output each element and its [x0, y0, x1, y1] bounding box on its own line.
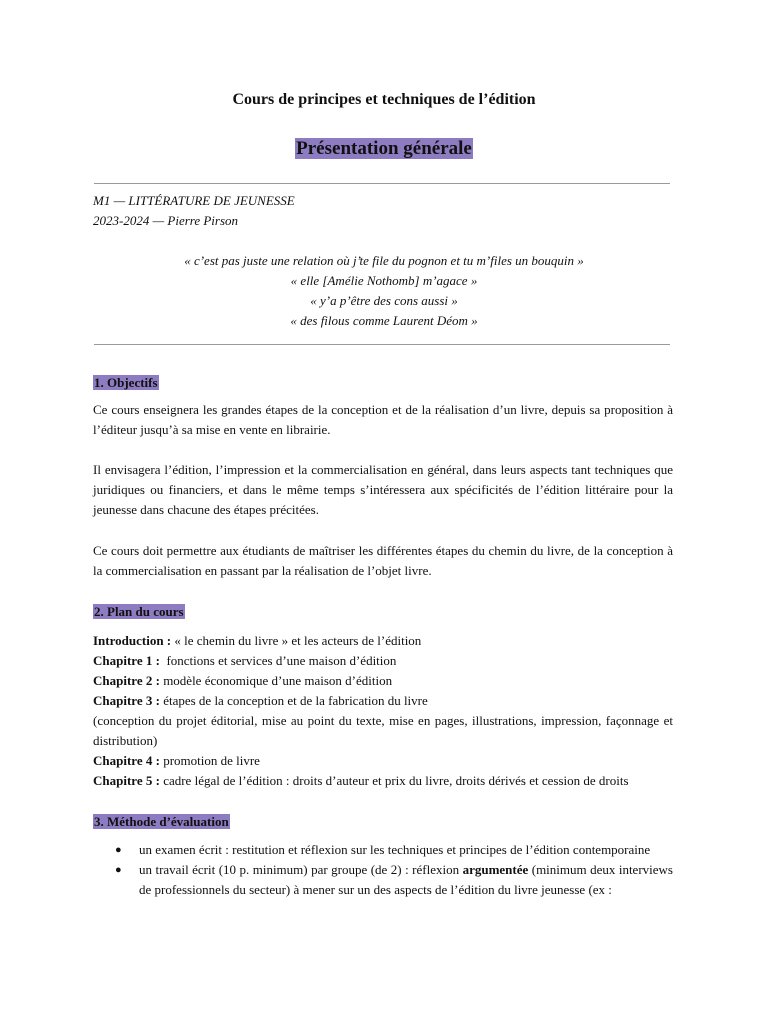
plan-item-label: Chapitre 5 :	[93, 773, 160, 788]
list-item-text: un travail écrit (10 p. minimum) par groupe (de 2) : réflexion	[139, 862, 463, 877]
plan-item-label: Introduction :	[93, 633, 172, 648]
plan-item-chapter-1	[93, 651, 673, 671]
list-item	[93, 840, 673, 860]
year-author-label: 2023-2024 — Pierre Pirson	[93, 213, 239, 228]
plan-item-label: Chapitre 4 :	[93, 753, 160, 768]
plan-item-text: modèle économique d’une maison d’édition	[159, 673, 393, 688]
quote-line: « elle [Amélie Nothomb] m’agace »	[290, 273, 478, 288]
section-heading-label: 2. Plan du cours	[94, 604, 184, 619]
section-heading-evaluation	[93, 812, 230, 832]
quote-line: « c’est pas juste une relation où j’te file du pognon et tu m’files un bouquin »	[184, 253, 584, 268]
list-item-text: (minimum deux interviews de professionnels du secteur) à mener sur un des aspects de l’édition du livre jeunesse (ex :	[139, 862, 673, 897]
document-title: Cours de principes et techniques de l’édition	[232, 91, 536, 108]
bullet-icon: ●	[115, 864, 122, 876]
plan-item-text: promotion de livre	[159, 753, 260, 768]
section-heading-plan	[93, 602, 185, 622]
divider-top	[94, 183, 670, 184]
plan-item-text: étapes de la conception et de la fabrication du livre	[159, 693, 428, 708]
plan-item-label: Chapitre 1 :	[93, 653, 160, 668]
plan-item-chapter-4	[93, 751, 673, 771]
plan-item-label: Chapitre 2 :	[93, 673, 160, 688]
program-label: M1 — LITTÉRATURE DE JEUNESSE	[93, 193, 295, 208]
plan-item-introduction	[93, 631, 673, 651]
divider-bottom	[94, 344, 670, 345]
document-subtitle: Présentation générale	[296, 138, 472, 159]
objectifs-paragraph: Ce cours doit permettre aux étudiants de maîtriser les différentes étapes du chemin du livre, de la conception à la commercialisation en passant par la réalisation de l’objet livre.	[93, 543, 673, 578]
section-heading-label: 3. Méthode d’évaluation	[94, 814, 229, 829]
quotes-block	[0, 251, 768, 331]
plan-item-chapter-3-detail: (conception du projet éditorial, mise au point du texte, mise en pages, illustrations, impression, façonnage et distribution)	[93, 713, 673, 748]
quote-line: « des filous comme Laurent Déom »	[290, 313, 478, 328]
bullet-icon: ●	[115, 844, 122, 856]
plan-item-text: « le chemin du livre » et les acteurs de l’édition	[171, 633, 422, 648]
list-item	[93, 860, 673, 900]
plan-item-chapter-5	[93, 771, 673, 791]
objectifs-paragraph: Ce cours enseignera les grandes étapes de la conception et de la réalisation d’un livre, depuis sa proposition à l’éditeur jusqu’à sa mise en vente en librairie.	[93, 402, 673, 437]
plan-item-chapter-2	[93, 671, 673, 691]
plan-item-chapter-3	[93, 691, 673, 711]
plan-item-label: Chapitre 3 :	[93, 693, 160, 708]
objectifs-paragraph: Il envisagera l’édition, l’impression et la commercialisation en général, dans leurs aspects tant techniques que juridiques ou financiers, et dans le même temps s’intéressera aux spécificités de l’édition littéraire pour la jeunesse dans chacune des étapes précitées.	[93, 462, 673, 517]
quote-line: « y’a p’être des cons aussi »	[310, 293, 458, 308]
list-item-emphasis: argumentée	[462, 862, 529, 877]
section-heading-objectifs	[93, 373, 159, 393]
section-heading-label: 1. Objectifs	[94, 375, 158, 390]
plan-list	[93, 631, 673, 791]
plan-item-text: cadre légal de l’édition : droits d’auteur et prix du livre, droits dérivés et cession de droits	[159, 773, 629, 788]
plan-item-text: fonctions et services d’une maison d’édition	[159, 653, 397, 668]
subtitle-block	[0, 136, 768, 162]
evaluation-list	[93, 840, 673, 900]
list-item-text: un examen écrit : restitution et réflexion sur les techniques et principes de l’édition contemporaine	[139, 842, 651, 857]
